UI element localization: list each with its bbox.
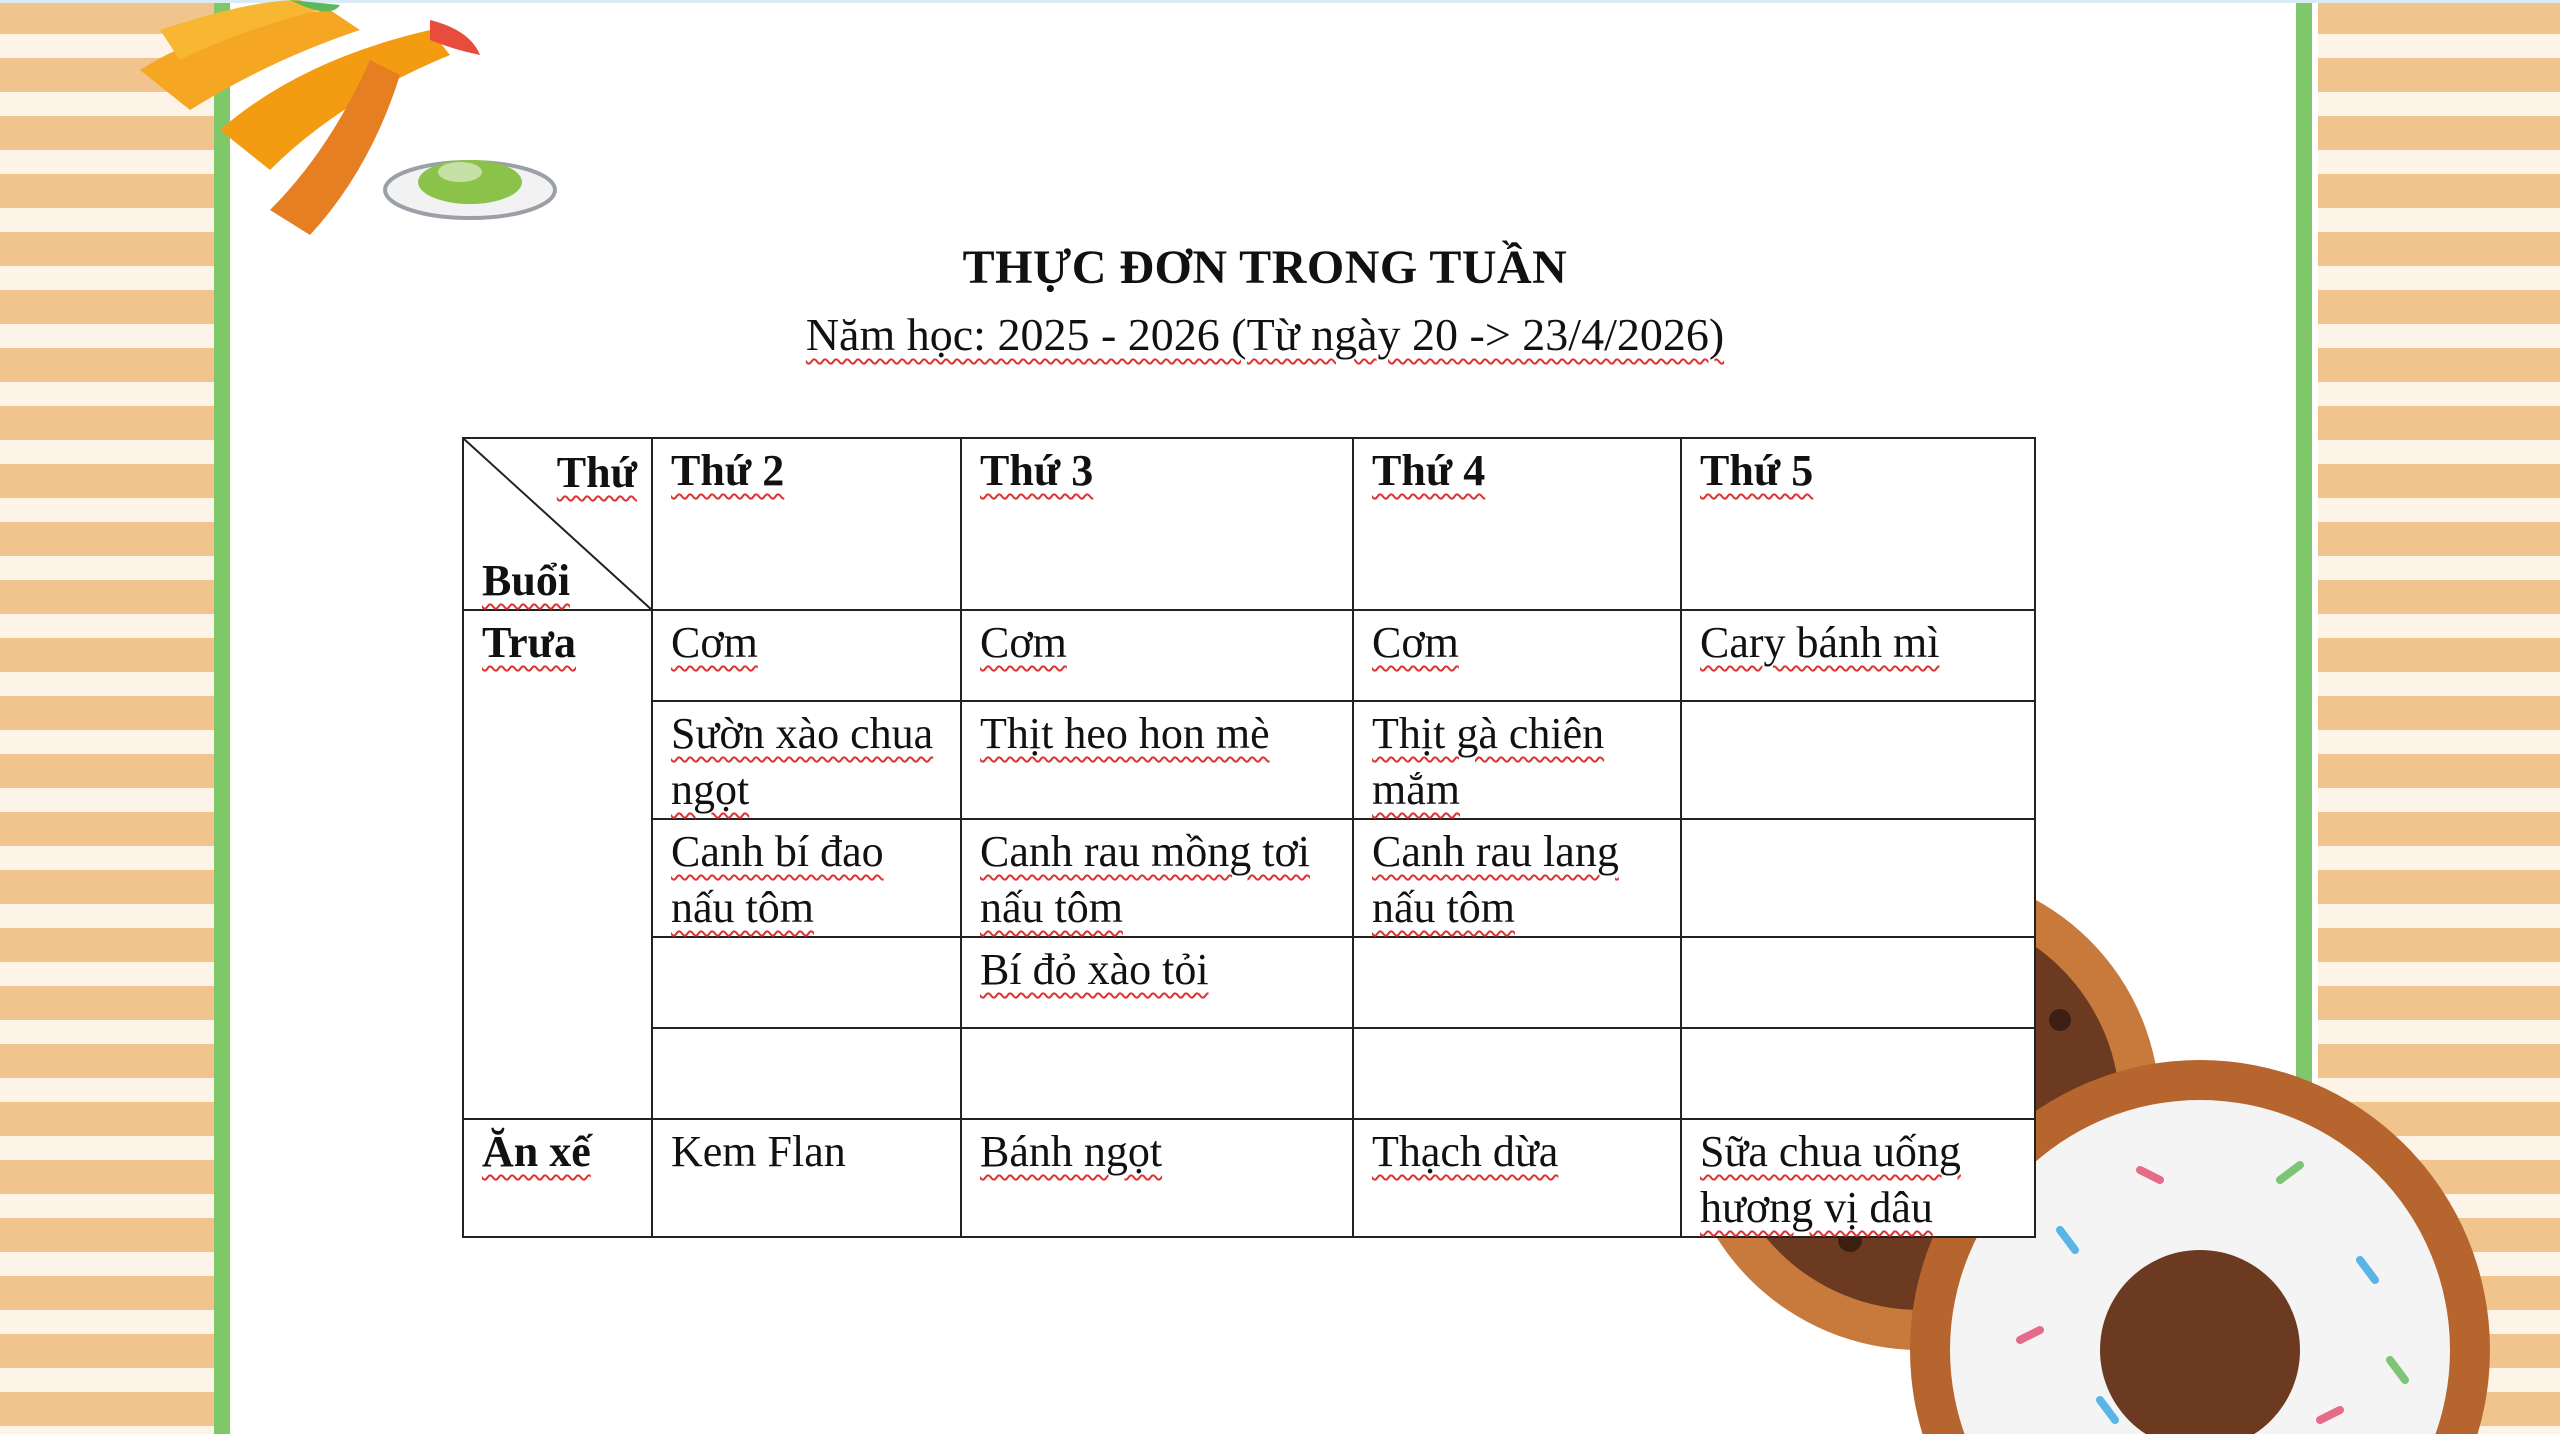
menu-cell [652, 937, 961, 1028]
table-row [463, 701, 2035, 819]
menu-cell: Sườn xào chua ngọt [652, 701, 961, 819]
menu-cell: Cơm [961, 610, 1353, 701]
menu-cell [1353, 1028, 1681, 1119]
menu-cell: Thạch dừa [1353, 1119, 1681, 1237]
menu-cell: Cơm [1353, 610, 1681, 701]
menu-cell: Cơm [652, 610, 961, 701]
menu-cell [1681, 819, 2035, 937]
menu-cell: Cary bánh mì [1681, 610, 2035, 701]
menu-cell [1681, 701, 2035, 819]
table-row [463, 819, 2035, 937]
menu-cell: Canh rau lang nấu tôm [1353, 819, 1681, 937]
menu-cell: Canh rau mồng tơi nấu tôm [961, 819, 1353, 937]
session-label: Ăn xế [463, 1119, 652, 1237]
table-header-row [463, 438, 2035, 610]
table-row [463, 1028, 2035, 1119]
menu-cell: Bí đỏ xào tỏi [961, 937, 1353, 1028]
menu-cell: Thịt heo hon mè [961, 701, 1353, 819]
corner-session-label: Buổi [482, 556, 571, 605]
menu-cell: Bánh ngọt [961, 1119, 1353, 1237]
corner-cell [463, 438, 652, 610]
column-header: Thứ 3 [961, 438, 1353, 610]
column-header: Thứ 4 [1353, 438, 1681, 610]
menu-cell [1681, 1028, 2035, 1119]
weekly-menu-table [462, 437, 2036, 1238]
menu-cell [652, 1028, 961, 1119]
table-row [463, 610, 2035, 701]
fries-illustration [100, 0, 580, 250]
table-row [463, 1119, 2035, 1237]
menu-cell [961, 1028, 1353, 1119]
menu-cell [1681, 937, 2035, 1028]
page-title: THỰC ĐƠN TRONG TUẦN [962, 241, 1568, 294]
menu-cell: Kem Flan [652, 1119, 961, 1237]
menu-cell [1353, 937, 1681, 1028]
menu-cell: Thịt gà chiên mắm [1353, 701, 1681, 819]
page-subtitle [0, 308, 2530, 361]
session-label: Trưa [463, 610, 652, 1119]
column-header: Thứ 5 [1681, 438, 2035, 610]
column-header: Thứ 2 [652, 438, 961, 610]
table-row [463, 937, 2035, 1028]
corner-day-label: Thứ [556, 448, 637, 497]
subtitle-text: Năm học: 2025 - 2026 (Từ ngày 20 -> 23/4/2026) [805, 309, 1725, 360]
menu-cell: Sữa chua uống hương vị dâu [1681, 1119, 2035, 1237]
menu-cell: Canh bí đao nấu tôm [652, 819, 961, 937]
